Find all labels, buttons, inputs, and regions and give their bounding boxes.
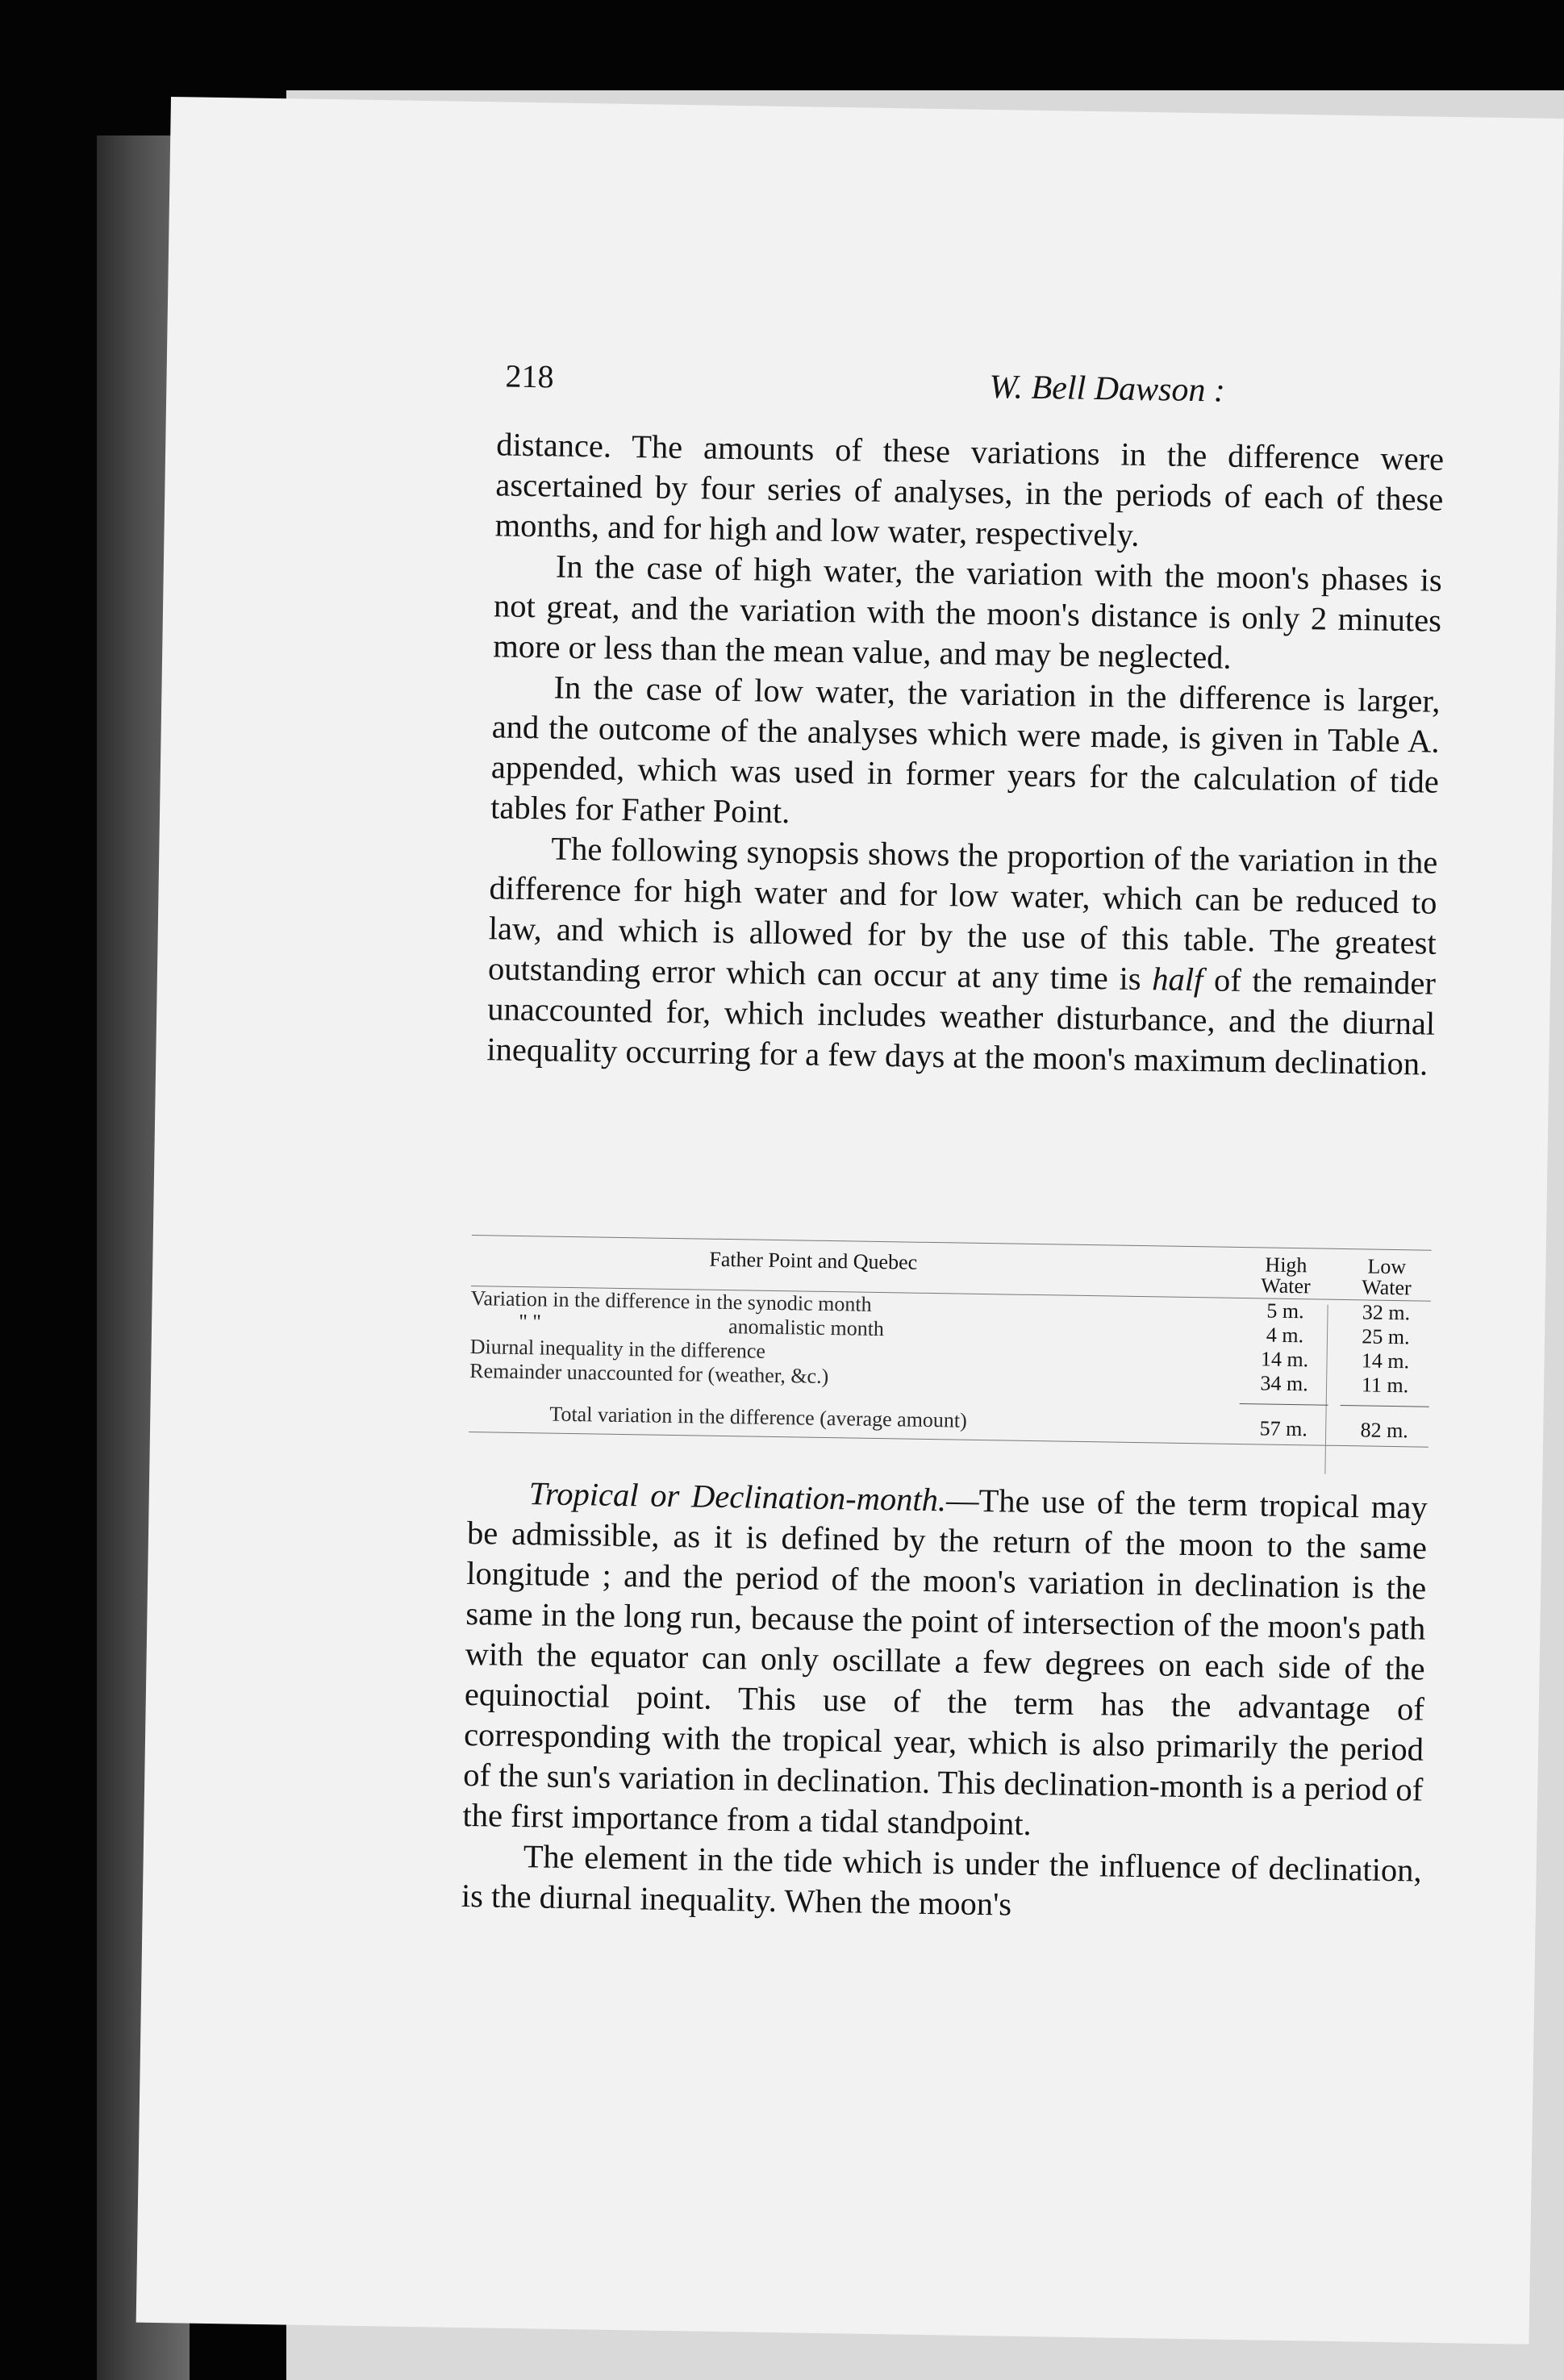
synopsis-table [469, 1235, 1432, 1448]
table-body [469, 1286, 1431, 1447]
row-label: Remainder unaccounted for (weather, &c.) [469, 1359, 829, 1388]
paragraph: In the case of high water, the variation with the moon's phases is not great, and the variation with the moon's distance is only 2 minutes more or less than the mean value, and may be neglected. [493, 548, 1443, 676]
body-text-bottom [461, 1473, 1428, 1932]
paragraph: distance. The amounts of these variations in the difference were ascertained by four series of analyses, in the periods of each of these months, and for high and low water, respectively. [494, 426, 1445, 553]
high-water-value: 5 m. [1266, 1298, 1304, 1323]
paragraph-text: —The use of the term tropical may be admissible, as it is defined by the return of the moon to the same longitude ; and the period of the moon's variation in declination is the same in the long run, because the point of intersection of the moon's path with the equator can only oscillate a few degrees on each side of the equinoctial point. This use of the term has the advantage of corresponding with the tropical year, which is also primarily the period of the sun's variation in declination. This declination-month is a period of the first importance from a tidal standpoint. [462, 1482, 1428, 1843]
row-label: Variation in the difference in the synodic month [470, 1286, 872, 1316]
high-water-value: 34 m. [1260, 1371, 1308, 1396]
low-water-value: 14 m. [1361, 1348, 1410, 1373]
book-page [136, 97, 1564, 2345]
low-water-value: 32 m. [1362, 1300, 1411, 1325]
running-title: W. Bell Dawson : [989, 368, 1226, 410]
low-water-value: 11 m. [1361, 1373, 1409, 1398]
paragraph: The element in the tide which is under the influence of declination, is the diurnal inequality. When the moon's [461, 1838, 1423, 1923]
low-water-value: 25 m. [1362, 1324, 1410, 1349]
paragraph-text: The following synopsis shows the proportion of the variation in the difference for high water and for low water, which can be reduced to law, and which is allowed for by the use of this table. The greatest outstanding error which can occur at any time is [487, 830, 1438, 998]
column-header-high-water: High Water [1261, 1253, 1311, 1298]
sum-rule [1341, 1405, 1429, 1407]
column-header-low-water: Low Water [1362, 1254, 1412, 1300]
running-head [505, 357, 1564, 423]
table-caption: Father Point and Quebec [709, 1247, 918, 1274]
section-heading: Tropical or Declination-month. [528, 1475, 947, 1519]
high-water-total: 57 m. [1259, 1416, 1308, 1441]
total-label: Total variation in the difference (average amount) [549, 1402, 968, 1432]
paragraph: In the case of low water, the variation in the difference is larger, and the outcome of the analyses which were made, is given in Table A. appended, which was used in former years for the calculation of tide tables for Father Point. [490, 669, 1441, 831]
emphasis-text: half [1151, 961, 1203, 998]
high-water-value: 14 m. [1260, 1347, 1309, 1372]
row-label: Diurnal inequality in the difference [469, 1335, 766, 1363]
page-content [136, 97, 1564, 2345]
paragraph [486, 827, 1438, 1084]
sum-rule [1240, 1403, 1328, 1406]
body-text-top [486, 424, 1444, 1084]
page-number: 218 [505, 357, 554, 395]
low-water-total: 82 m. [1360, 1418, 1409, 1443]
ditto-marks: " " [518, 1309, 542, 1334]
high-water-value: 4 m. [1266, 1323, 1304, 1348]
row-label: anomalistic month [728, 1315, 885, 1341]
paragraph [462, 1473, 1428, 1851]
paragraph-text: of the remainder unaccounted for, which includes weather disturbance, and the diurnal inequality occurring for a few days at the moon's maximum declination. [486, 961, 1437, 1082]
